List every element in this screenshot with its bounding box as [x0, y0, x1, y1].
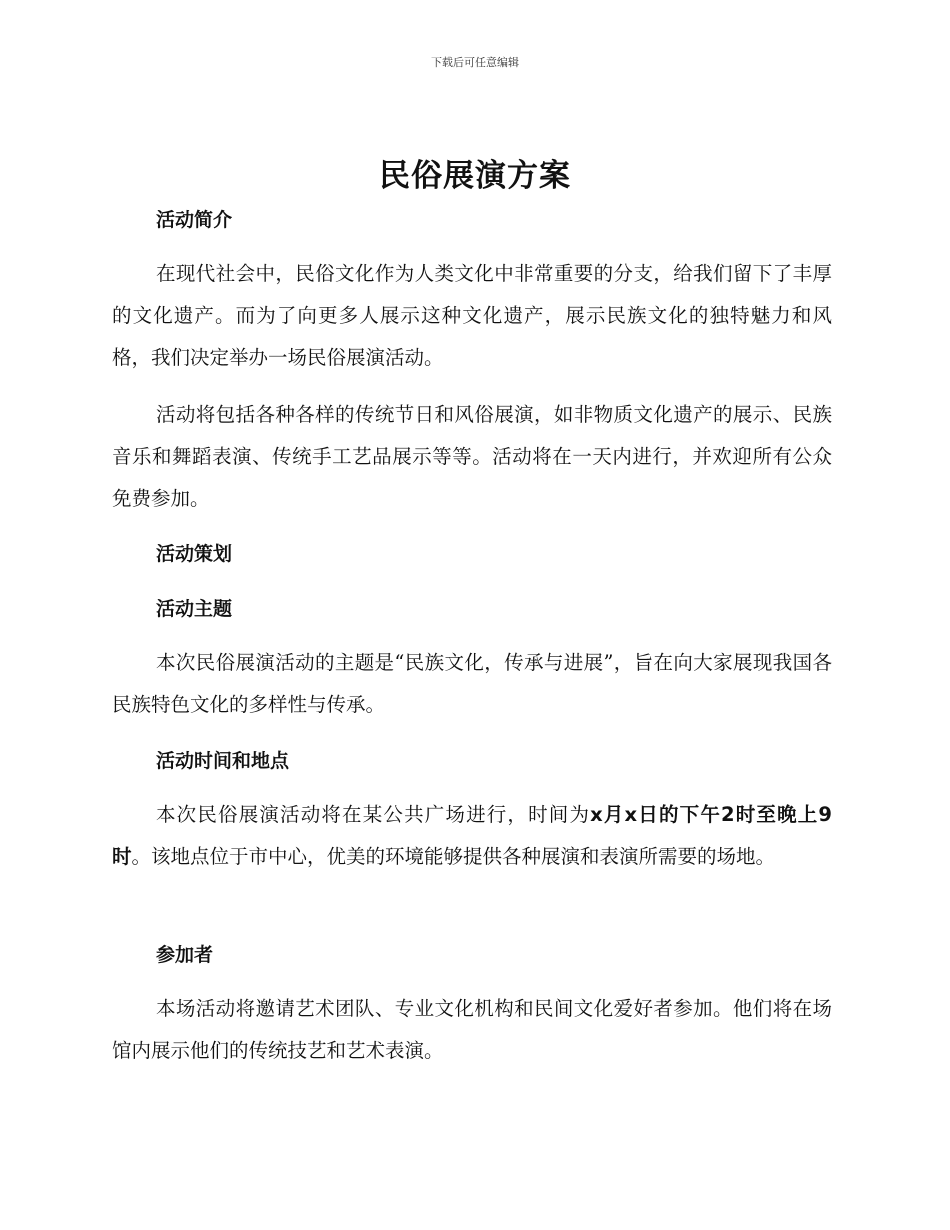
time-text-bold: x月x日的下午2时至晚上9时 [112, 803, 832, 868]
time-text-after: 。该地点位于市中心，优美的环境能够提供各种展演和表演所需要的场地。 [131, 845, 776, 868]
section-heading-intro: 活动简介 [156, 209, 233, 231]
time-text-before: 本次民俗展演活动将在某公共广场进行，时间为 [156, 803, 591, 826]
paragraph-participants: 本场活动将邀请艺术团队、专业文化机构和民间文化爱好者参加。他们将在场馆内展示他们的传统技艺和艺术表演。 [112, 997, 832, 1062]
section-heading-time-location: 活动时间和地点 [156, 750, 290, 772]
paragraph-intro-2: 活动将包括各种各样的传统节日和风俗展演，如非物质文化遗产的展示、民族音乐和舞蹈表演、传统手工艺品展示等等。活动将在一天内进行，并欢迎所有公众免费参加。 [112, 403, 832, 510]
paragraph-intro-1: 在现代社会中，民俗文化作为人类文化中非常重要的分支，给我们留下了丰厚的文化遗产。而为了向更多人展示这种文化遗产，展示民族文化的独特魅力和风格，我们决定举办一场民俗展演活动。 [112, 262, 832, 369]
paragraph-time-location [112, 794, 832, 878]
section-heading-theme: 活动主题 [156, 598, 233, 620]
page-header-note: 下载后可任意编辑 [431, 56, 519, 69]
section-heading-participants: 参加者 [156, 944, 214, 966]
document-title: 民俗展演方案 [379, 158, 571, 194]
paragraph-theme: 本次民俗展演活动的主题是“民族文化，传承与进展”，旨在向大家展现我国各民族特色文化的多样性与传承。 [112, 651, 832, 716]
section-heading-plan: 活动策划 [156, 543, 233, 565]
